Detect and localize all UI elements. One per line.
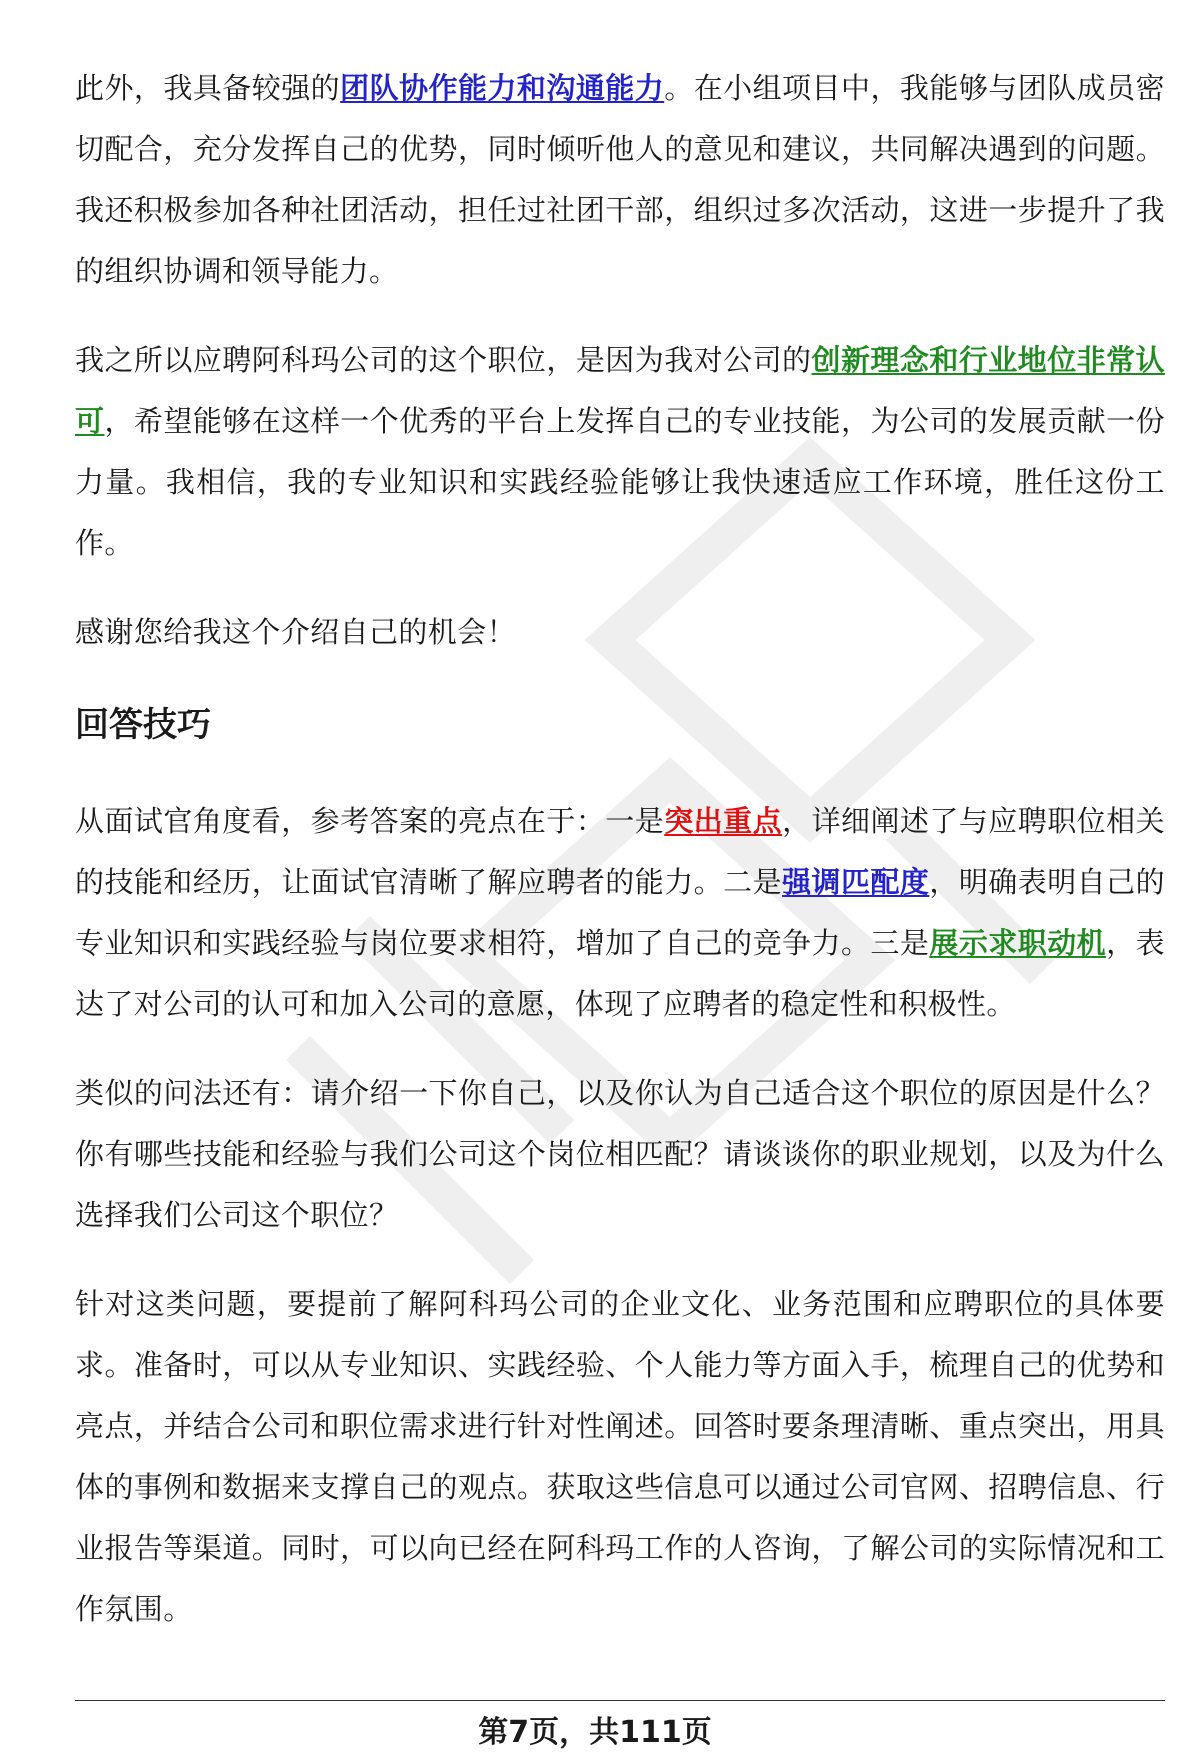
paragraph-text: ，明确表明自己的专业知识和实践经验与岗位要求相符，增加了自己的竞争力。三是	[75, 865, 1165, 960]
paragraph-teamwork	[75, 58, 1165, 302]
highlight-motivation-link[interactable]: 展示求职动机	[929, 926, 1107, 960]
highlight-focus-link[interactable]: 突出重点	[664, 804, 783, 838]
paragraph-text: 我之所以应聘阿科玛公司的这个职位，是因为我对公司的	[75, 343, 812, 377]
paragraph-text: 感谢您给我这个介绍自己的机会！	[75, 615, 517, 649]
highlight-teamwork-link[interactable]: 团队协作能力和沟通能力	[340, 71, 665, 105]
paragraph-text: 。在小组项目中，我能够与团队成员密切配合，充分发挥自己的优势，同时倾听他人的意见和建议，共同解决遇到的问题。我还积极参加各种社团活动，担任过社团干部，组织过多次活动，这进一步提升了我的组织协调和领导能力。	[75, 71, 1166, 288]
highlight-recognition-link[interactable]: 创新理念和行业地位非常认可	[75, 343, 1165, 438]
paragraph-text: 针对这类问题，要提前了解阿科玛公司的企业文化、业务范围和应聘职位的具体要求。准备时，可以从专业知识、实践经验、个人能力等方面入手，梳理自己的优势和亮点，并结合公司和职位需求进行针对性阐述。回答时要条理清晰、重点突出，用具体的事例和数据来支撑自己的观点。获取这些信息可以通过公司官网、招聘信息、行业报告等渠道。同时，可以向已经在阿科玛工作的人咨询，了解公司的实际情况和工作氛围。	[75, 1287, 1165, 1626]
paragraph-similar-questions	[75, 1063, 1165, 1246]
paragraph-text: ，表达了对公司的认可和加入公司的意愿，体现了应聘者的稳定性和积极性。	[75, 926, 1165, 1021]
paragraph-highlights	[75, 791, 1165, 1035]
paragraph-thanks	[75, 602, 1165, 663]
paragraph-text: 从面试官角度看，参考答案的亮点在于：一是	[75, 804, 665, 838]
paragraph-text: 此外，我具备较强的	[75, 71, 341, 105]
paragraph-text: ，详细阐述了与应聘职位相关的技能和经历，让面试官清晰了解应聘者的能力。二是	[75, 804, 1165, 899]
footer-divider	[75, 1700, 1165, 1701]
paragraph-text: 类似的问法还有：请介绍一下你自己，以及你认为自己适合这个职位的原因是什么？你有哪些技能和经验与我们公司这个岗位相匹配？请谈谈你的职业规划，以及为什么选择我们公司这个职位？	[75, 1076, 1165, 1232]
main-content	[75, 58, 1165, 1668]
page-number: 第7页，共111页	[478, 1715, 712, 1750]
paragraph-text: ，希望能够在这样一个优秀的平台上发挥自己的专业技能，为公司的发展贡献一份力量。我相信，我的专业知识和实践经验能够让我快速适应工作环境，胜任这份工作。	[75, 404, 1165, 560]
paragraph-preparation	[75, 1274, 1165, 1640]
section-heading: 回答技巧	[75, 705, 211, 745]
highlight-match-link[interactable]: 强调匹配度	[782, 865, 930, 899]
paragraph-motivation	[75, 330, 1165, 574]
